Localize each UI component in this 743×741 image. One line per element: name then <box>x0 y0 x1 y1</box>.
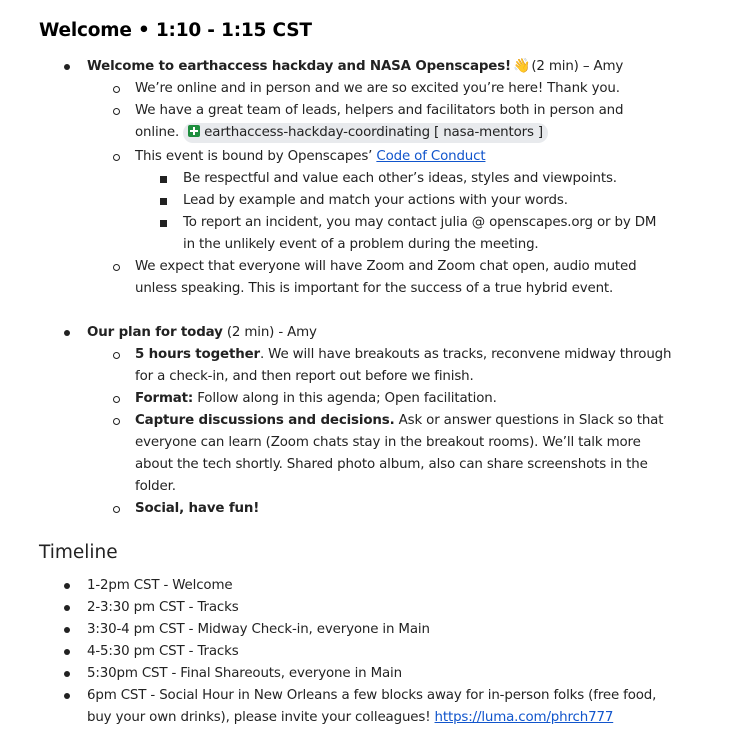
plan-social <box>135 498 259 520</box>
team-line2-text: online. <box>135 125 180 140</box>
timeline-item: 4-5:30 pm CST - Tracks <box>87 644 239 659</box>
plan-hours <box>135 344 671 366</box>
coc-respect: Be respectful and value each other’s ideas, styles and viewpoints. <box>183 171 617 186</box>
plan-capture-line4: folder. <box>135 479 176 494</box>
plan-hours-line2: for a check-in, and then report out before we finish. <box>135 369 474 384</box>
plan-capture-line2: everyone can learn (Zoom chats stay in the breakout rooms). We’ll talk more <box>135 435 641 450</box>
plan-capture-bold: Capture discussions and decisions. <box>135 413 395 428</box>
code-of-conduct-link[interactable]: Code of Conduct <box>376 149 486 164</box>
welcome-item-title: Welcome to earthaccess hackday and NASA Openscapes! <box>87 59 512 74</box>
luma-link[interactable]: https://luma.com/phrch777 <box>434 710 614 725</box>
coc-report-line2: in the unlikely event of a problem during the meeting. <box>183 237 539 252</box>
plan-social-bold: Social, have fun! <box>135 501 260 516</box>
code-of-conduct-item <box>135 146 485 168</box>
plan-capture-line3: about the tech shortly. Shared photo album, also can share screenshots in the <box>135 457 648 472</box>
plan-format <box>135 388 497 410</box>
timeline-item: 6pm CST - Social Hour in New Orleans a few blocks away for in-person folks (free food, <box>87 688 657 703</box>
zoom-expectation-line2: unless speaking. This is important for the success of a true hybrid event. <box>135 281 614 296</box>
plan-format-text: Follow along in this agenda; Open facilitation. <box>197 391 497 406</box>
plan-item-meta: (2 min) - Amy <box>226 325 317 340</box>
welcome-item-meta: (2 min) – Amy <box>531 59 624 74</box>
welcome-sub-online: We’re online and in person and we are so excited you’re here! Thank you. <box>135 81 620 96</box>
plan-capture-text: Ask or answer questions in Slack so that <box>398 413 664 428</box>
plan-capture <box>135 410 663 432</box>
coc-lead: Lead by example and match your actions with your words. <box>183 193 568 208</box>
plan-hours-bold: 5 hours together <box>135 347 260 362</box>
welcome-sub-team: We have a great team of leads, helpers and facilitators both in person and <box>135 103 624 118</box>
welcome-item <box>87 56 623 78</box>
timeline-heading: Timeline <box>39 542 118 563</box>
welcome-sub-team-line2 <box>135 122 548 144</box>
chip-label: earthaccess-hackday-coordinating [ nasa-mentors ] <box>204 125 544 140</box>
plan-hours-text: . We will have breakouts as tracks, reconvene midway through <box>259 347 672 362</box>
plan-item <box>87 322 317 344</box>
slack-channel-chip[interactable] <box>183 123 548 143</box>
timeline-item: 5:30pm CST - Final Shareouts, everyone in Main <box>87 666 402 681</box>
timeline-item: 2-3:30 pm CST - Tracks <box>87 600 239 615</box>
timeline-item: 3:30-4 pm CST - Midway Check-in, everyone in Main <box>87 622 430 637</box>
plan-item-title: Our plan for today <box>87 325 223 340</box>
plan-format-bold: Format: <box>135 391 194 406</box>
timeline-item: 1-2pm CST - Welcome <box>87 578 233 593</box>
welcome-heading: Welcome • 1:10 - 1:15 CST <box>39 20 312 41</box>
coc-report: To report an incident, you may contact julia @ openscapes.org or by DM <box>183 215 657 230</box>
zoom-expectation: We expect that everyone will have Zoom and Zoom chat open, audio muted <box>135 259 637 274</box>
timeline-social-text: buy your own drinks), please invite your colleagues! <box>87 710 431 725</box>
waving-hand-icon: 👋 <box>513 58 531 74</box>
google-sheets-icon <box>188 125 200 137</box>
timeline-item-line2 <box>87 707 613 729</box>
coc-prefix: This event is bound by Openscapes’ <box>135 149 373 164</box>
